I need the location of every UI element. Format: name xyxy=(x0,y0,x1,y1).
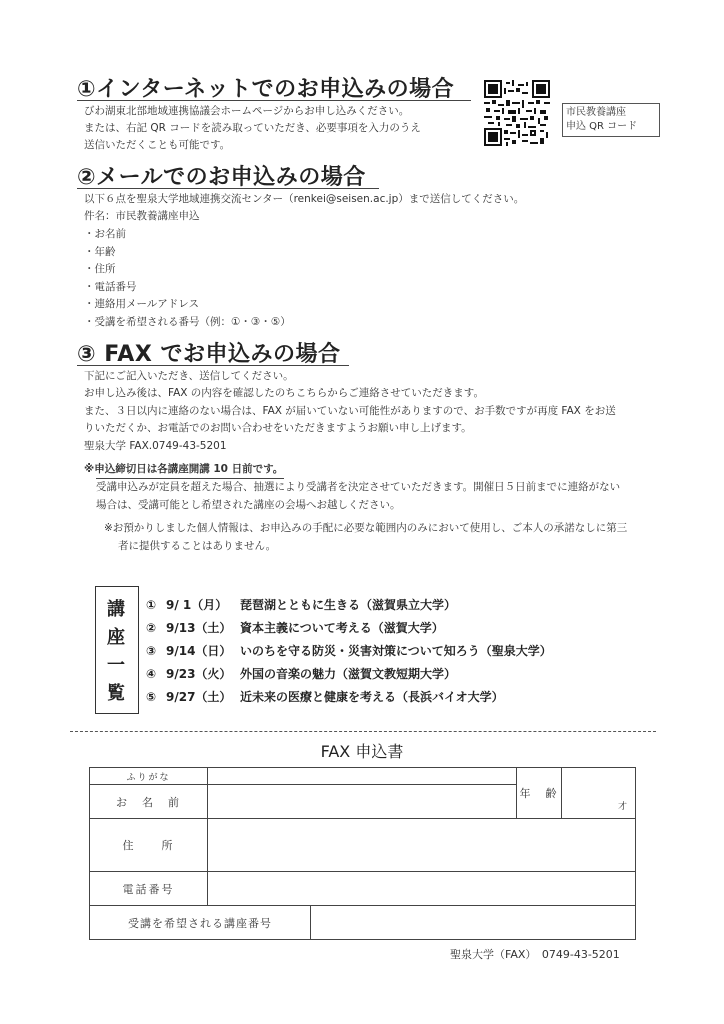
notice-line-1: 受講申込みが定員を超えた場合、抽選により受講者を決定させていただきます。開催日５日前までに連絡がない xyxy=(96,481,621,493)
qr-label-line-2: 申込 QR コード xyxy=(566,121,638,132)
section2-line-7: ・連絡用メールアドレス xyxy=(84,298,199,310)
section2-line-2: 件名：市民教養講座申込 xyxy=(84,210,200,222)
course-item xyxy=(146,642,552,659)
fax-form-title: FAX 申込書 xyxy=(320,742,404,761)
section1-line-2: または、右記 QR コードを読み取っていただき、必要事項を入力のうえ xyxy=(84,122,421,134)
section2-line-6: ・電話番号 xyxy=(84,281,137,293)
section3-line-4: りいただくか、お電話でのお問い合わせをいただきますようお願い申し上げます。 xyxy=(84,422,472,434)
section1-heading: ①インターネットでのお申込みの場合 xyxy=(77,77,455,102)
section2-line-8: ・受講を希望される番号（例：①・③・⑤） xyxy=(84,316,291,328)
section3-fax-number: 聖泉大学 FAX.0749-43-5201 xyxy=(84,440,227,452)
course-item xyxy=(146,596,456,613)
course-title-char: 覧 xyxy=(107,683,125,704)
section3-line-1: 下記にご記入いただき、送信してください。 xyxy=(84,370,294,382)
course-title-char: 座 xyxy=(107,627,125,648)
course-title: 近未来の医療と健康を考える（長浜バイオ大学） xyxy=(240,690,504,704)
course-title: いのちを守る防災・災害対策について知ろう（聖泉大学） xyxy=(240,644,552,658)
deadline-notice: ※申込締切日は各講座開講 10 日前です。 xyxy=(84,463,284,475)
section2-heading: ②メールでのお申込みの場合 xyxy=(77,165,366,190)
age-label: 年 齢 xyxy=(517,768,562,819)
course-item xyxy=(146,688,504,705)
section3-heading: ③ FAX でお申込みの場合 xyxy=(77,342,341,367)
qr-code-label xyxy=(562,103,660,137)
furigana-field[interactable] xyxy=(208,768,517,785)
course-date: 9/14（日） xyxy=(166,644,232,658)
course-number: ③ xyxy=(146,644,157,658)
course-list-title xyxy=(101,596,131,708)
course-title-char: 一 xyxy=(107,655,125,676)
qr-code[interactable] xyxy=(484,80,550,146)
course-date: 9/ 1（月） xyxy=(166,598,228,612)
course-item xyxy=(146,665,456,682)
age-field[interactable] xyxy=(562,768,636,819)
section3-line-2: お申し込み後は、FAX の内容を確認したのちこちらからご連絡させていただきます。 xyxy=(84,387,484,399)
phone-label: 電話番号 xyxy=(90,872,208,906)
qr-label-line-1: 市民教養講座 xyxy=(566,107,626,118)
course-number: ⑤ xyxy=(146,690,157,704)
footer-fax: 聖泉大学（FAX） 0749-43-5201 xyxy=(450,948,620,961)
address-field[interactable] xyxy=(208,819,636,872)
course-date: 9/27（土） xyxy=(166,690,232,704)
section2-line-4: ・年齢 xyxy=(84,246,116,258)
qr-code-icon xyxy=(484,80,550,146)
section1-underline xyxy=(77,100,471,101)
course-number-field[interactable] xyxy=(311,906,636,940)
course-date: 9/23（火） xyxy=(166,667,232,681)
phone-field[interactable] xyxy=(208,872,636,906)
privacy-line-2: 者に提供することはありません。 xyxy=(118,540,277,552)
section2-line-3: ・お名前 xyxy=(84,228,126,240)
age-unit: 才 xyxy=(617,802,627,812)
section2-underline xyxy=(77,188,379,189)
section1-line-1: びわ湖東北部地域連携協議会ホームページからお申し込みください。 xyxy=(84,105,410,117)
course-number: ④ xyxy=(146,667,157,681)
course-title-char: 講 xyxy=(107,599,125,620)
course-title: 琵琶湖とともに生きる（滋賀県立大学） xyxy=(240,598,457,612)
furigana-label: ふりがな xyxy=(90,768,208,785)
privacy-line-1: ※お預かりしました個人情報は、お申込みの手配に必要な範囲内のみにおいて使用し、ご本人の承諾なしに第三 xyxy=(104,522,628,534)
course-title: 資本主義について考える（滋賀大学） xyxy=(240,621,444,635)
section3-underline xyxy=(77,365,349,366)
fax-form-table xyxy=(89,767,636,940)
course-title: 外国の音楽の魅力（滋賀文教短期大学） xyxy=(240,667,457,681)
section2-line-5: ・住所 xyxy=(84,263,116,275)
address-label: 住 所 xyxy=(90,819,208,872)
section1-line-3: 送信いただくことも可能です。 xyxy=(84,139,231,151)
course-number: ② xyxy=(146,621,157,635)
section3-line-3: また、３日以内に連絡のない場合は、FAX が届いていない可能性がありますので、お手数ですが再度 FAX をお送 xyxy=(84,405,616,417)
course-number-label: 受講を希望される講座番号 xyxy=(90,906,311,940)
section2-line-1: 以下６点を聖泉大学地域連携交流センター（renkei@seisen.ac.jp）まで送信してください。 xyxy=(84,193,525,205)
notice-line-2: 場合は、受講可能とし希望された講座の会場へお越しください。 xyxy=(96,499,401,511)
course-number: ① xyxy=(146,598,157,612)
name-field[interactable] xyxy=(208,785,517,819)
course-item xyxy=(146,619,444,636)
name-label: お 名 前 xyxy=(90,785,208,819)
course-date: 9/13（土） xyxy=(166,621,232,635)
cut-line xyxy=(70,731,656,732)
